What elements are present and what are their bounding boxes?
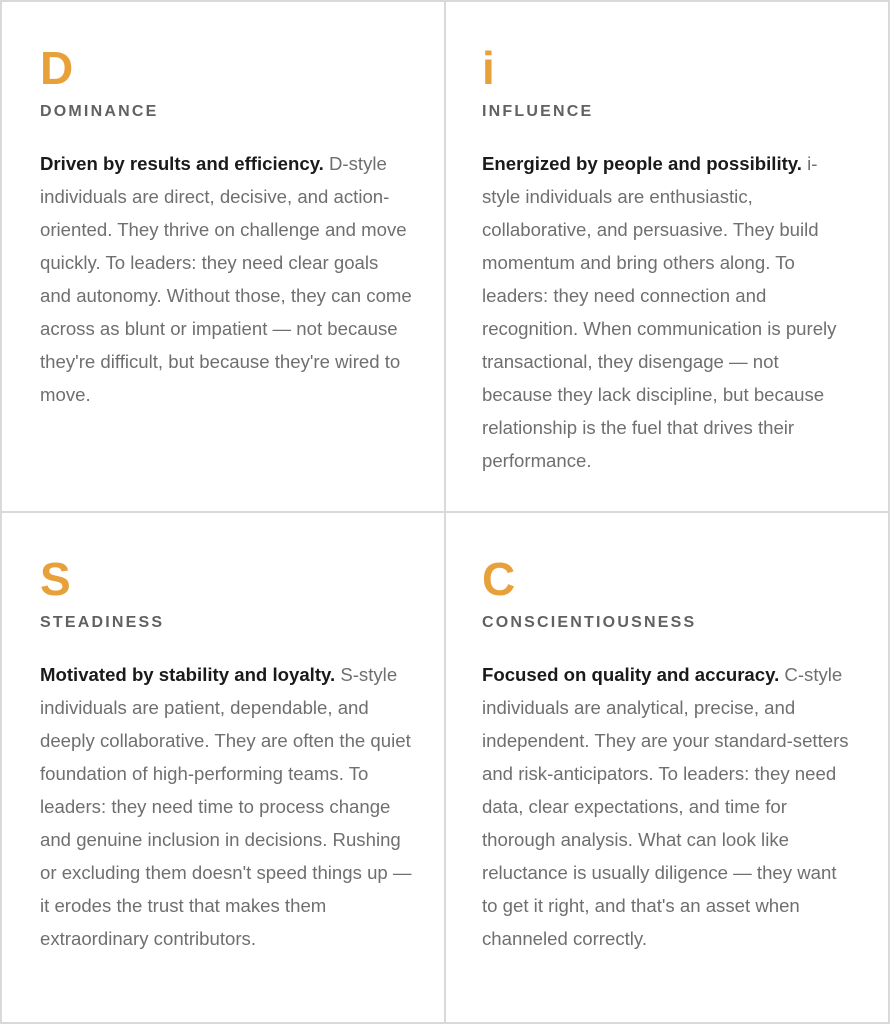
card-letter: C xyxy=(482,553,516,605)
card-letter: i xyxy=(482,42,495,94)
card-description xyxy=(40,147,412,411)
horizontal-divider xyxy=(2,511,888,513)
card-body: C-style individuals are analytical, precise, and independent. They are your standard-setters and risk-anticipators. To leaders: they need data, clear expectations, and time for thorough analysis. What can look like reluctance is usually diligence — they want to get it right, and that's an asset when channeled correctly. xyxy=(482,664,849,949)
card-letter: D xyxy=(40,42,74,94)
card-heading: CONSCIENTIOUSNESS xyxy=(482,614,697,631)
card-heading: DOMINANCE xyxy=(40,103,159,120)
card-description xyxy=(482,147,854,477)
card-lead: Motivated by stability and loyalty. xyxy=(40,664,336,685)
card-heading: STEADINESS xyxy=(40,614,165,631)
card-heading: INFLUENCE xyxy=(482,103,594,120)
card-body: D-style individuals are direct, decisive, and action-oriented. They thrive on challenge and move quickly. To leaders: they need clear goals and autonomy. Without those, they can come across as blunt or impatient — not because they're difficult, but because they're wired to move. xyxy=(40,153,412,405)
card-lead: Driven by results and efficiency. xyxy=(40,153,324,174)
card-body: S-style individuals are patient, dependable, and deeply collaborative. They are often the quiet foundation of high-performing teams. To leaders: they need time to process change and genuine inclusion in decisions. Rushing or excluding them doesn't speed things up — it erodes the trust that makes them extraordinary contributors. xyxy=(40,664,412,949)
card-description xyxy=(40,658,412,955)
card-lead: Focused on quality and accuracy. xyxy=(482,664,780,685)
card-body: i-style individuals are enthusiastic, collaborative, and persuasive. They build momentum and bring others along. To leaders: they need connection and recognition. When communication is purely transactional, they disengage — not because they lack discipline, but because relationship is the fuel that drives their performance. xyxy=(482,153,837,471)
card-letter: S xyxy=(40,553,71,605)
card-lead: Energized by people and possibility. xyxy=(482,153,802,174)
card-description xyxy=(482,658,854,955)
